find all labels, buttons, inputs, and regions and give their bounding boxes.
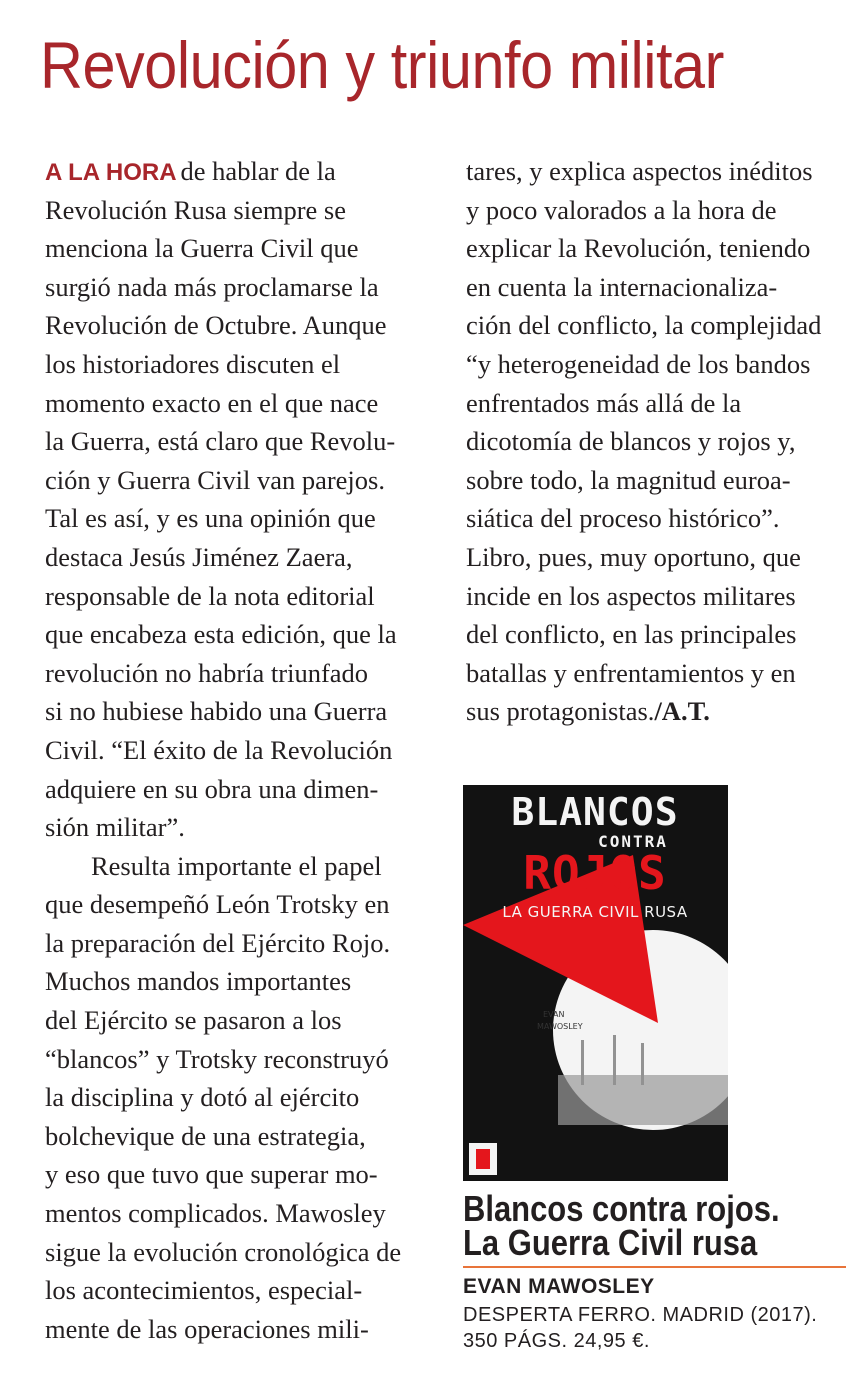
text-line: del Ejército se pasaron a los (45, 1005, 342, 1036)
text-line: adquiere en su obra una dimen- (45, 773, 379, 804)
publisher-logo-mark (476, 1149, 490, 1169)
text-line: Revolución Rusa siempre se (45, 194, 347, 225)
text-line: surgió nada más proclamarse la (45, 271, 379, 302)
text-line: enfrentados más allá de la (466, 387, 742, 418)
text-line: si no hubiese habido una Guerra (45, 696, 388, 727)
text-line: dicotomía de blancos y rojos y, (466, 426, 796, 457)
cover-title-line2: CONTRA (598, 832, 668, 851)
text-line: “y heterogeneidad de los bandos (466, 348, 811, 379)
text-line: destaca Jesús Jiménez Zaera, (45, 541, 353, 572)
text-line: momento exacto en el que nace (45, 387, 379, 418)
page-title: Revolución y triunfo militar (40, 28, 724, 102)
book-publisher: DESPERTA FERRO. MADRID (2017). (463, 1304, 818, 1326)
publisher-logo (469, 1143, 497, 1175)
book-title-line2: La Guerra Civil rusa (463, 1222, 758, 1263)
text-line: Civil. “El éxito de la Revolución (45, 734, 393, 765)
lead-in: A LA HORA (45, 159, 177, 186)
text-line: la preparación del Ejército Rojo. (45, 927, 391, 958)
text-line: Resulta importante el papel (91, 850, 382, 881)
cover-bayonet (581, 1040, 584, 1085)
text-line: del conflicto, en las principales (466, 619, 797, 650)
book-cover-image (463, 785, 728, 1181)
book-cover-art (463, 785, 728, 1181)
text-line: incide en los aspectos militares (466, 580, 796, 611)
text-line: Muchos mandos importantes (45, 966, 352, 997)
cover-bayonet (641, 1043, 644, 1085)
text-line: los acontecimientos, especial- (45, 1275, 363, 1306)
text-line: en cuenta la internacionaliza- (466, 271, 778, 302)
text-line: la Guerra, está claro que Revolu- (45, 426, 396, 457)
article-column-right (466, 152, 851, 731)
book-details: 350 PÁGS. 24,95 €. (463, 1330, 650, 1352)
text-line: mente de las operaciones mili- (45, 1313, 369, 1344)
text-line: batallas y enfrentamientos y en (466, 657, 796, 688)
cover-author-first: EVAN (543, 1010, 565, 1019)
text-line: ción del conflicto, la complejidad (466, 310, 822, 341)
text-line: Revolución de Octubre. Aunque (45, 310, 387, 341)
text-line: que encabeza esta edición, que la (45, 619, 397, 650)
book-title-rule (463, 1266, 846, 1268)
text-line: la disciplina y dotó al ejército (45, 1082, 360, 1113)
cover-title-line3: ROJOS (523, 846, 667, 900)
signature: /A.T. (654, 696, 710, 727)
text-line: bolchevique de una estrategia, (45, 1120, 366, 1151)
text-line: y poco valorados a la hora de (466, 194, 777, 225)
text-line: tares, y explica aspectos inéditos (466, 156, 813, 186)
cover-bayonet (613, 1035, 616, 1085)
text-line: los historiadores discuten el (45, 348, 341, 379)
book-title-line1: Blancos contra rojos. (463, 1188, 780, 1229)
cover-subtitle: LA GUERRA CIVIL RUSA (502, 903, 688, 921)
text-line: explicar la Revolución, teniendo (466, 233, 811, 264)
text-line: Libro, pues, muy oportuno, que (466, 541, 801, 572)
text-line: y eso que tuvo que superar mo- (45, 1159, 378, 1190)
text-line: revolución no habría triunfado (45, 657, 369, 688)
text-line: sobre todo, la magnitud euroa- (466, 464, 791, 495)
cover-author-last: MAWOSLEY (537, 1022, 583, 1031)
text-line: sigue la evolución cronológica de (45, 1236, 402, 1267)
text-line: Tal es así, y es una opinión que (45, 503, 376, 534)
text-line: sus protagonistas./A.T. (466, 696, 710, 727)
text-line: responsable de la nota editorial (45, 580, 375, 611)
cover-title-line1: BLANCOS (511, 790, 679, 834)
text-line: ción y Guerra Civil van parejos. (45, 464, 385, 495)
book-publisher-info (463, 1302, 817, 1354)
article-column-left (45, 152, 430, 1348)
text-line: menciona la Guerra Civil que (45, 233, 359, 264)
book-author: EVAN MAWOSLEY (463, 1275, 655, 1298)
text-line: sión militar”. (45, 812, 185, 843)
text-line: “blancos” y Trotsky reconstruyó (45, 1043, 389, 1074)
text-line: que desempeñó León Trotsky en (45, 889, 390, 920)
text-line: mentos complicados. Mawosley (45, 1198, 386, 1229)
text-line: A LA HORA de hablar de la (45, 156, 336, 186)
book-title (463, 1188, 780, 1263)
text-line: siática del proceso histórico”. (466, 503, 780, 534)
